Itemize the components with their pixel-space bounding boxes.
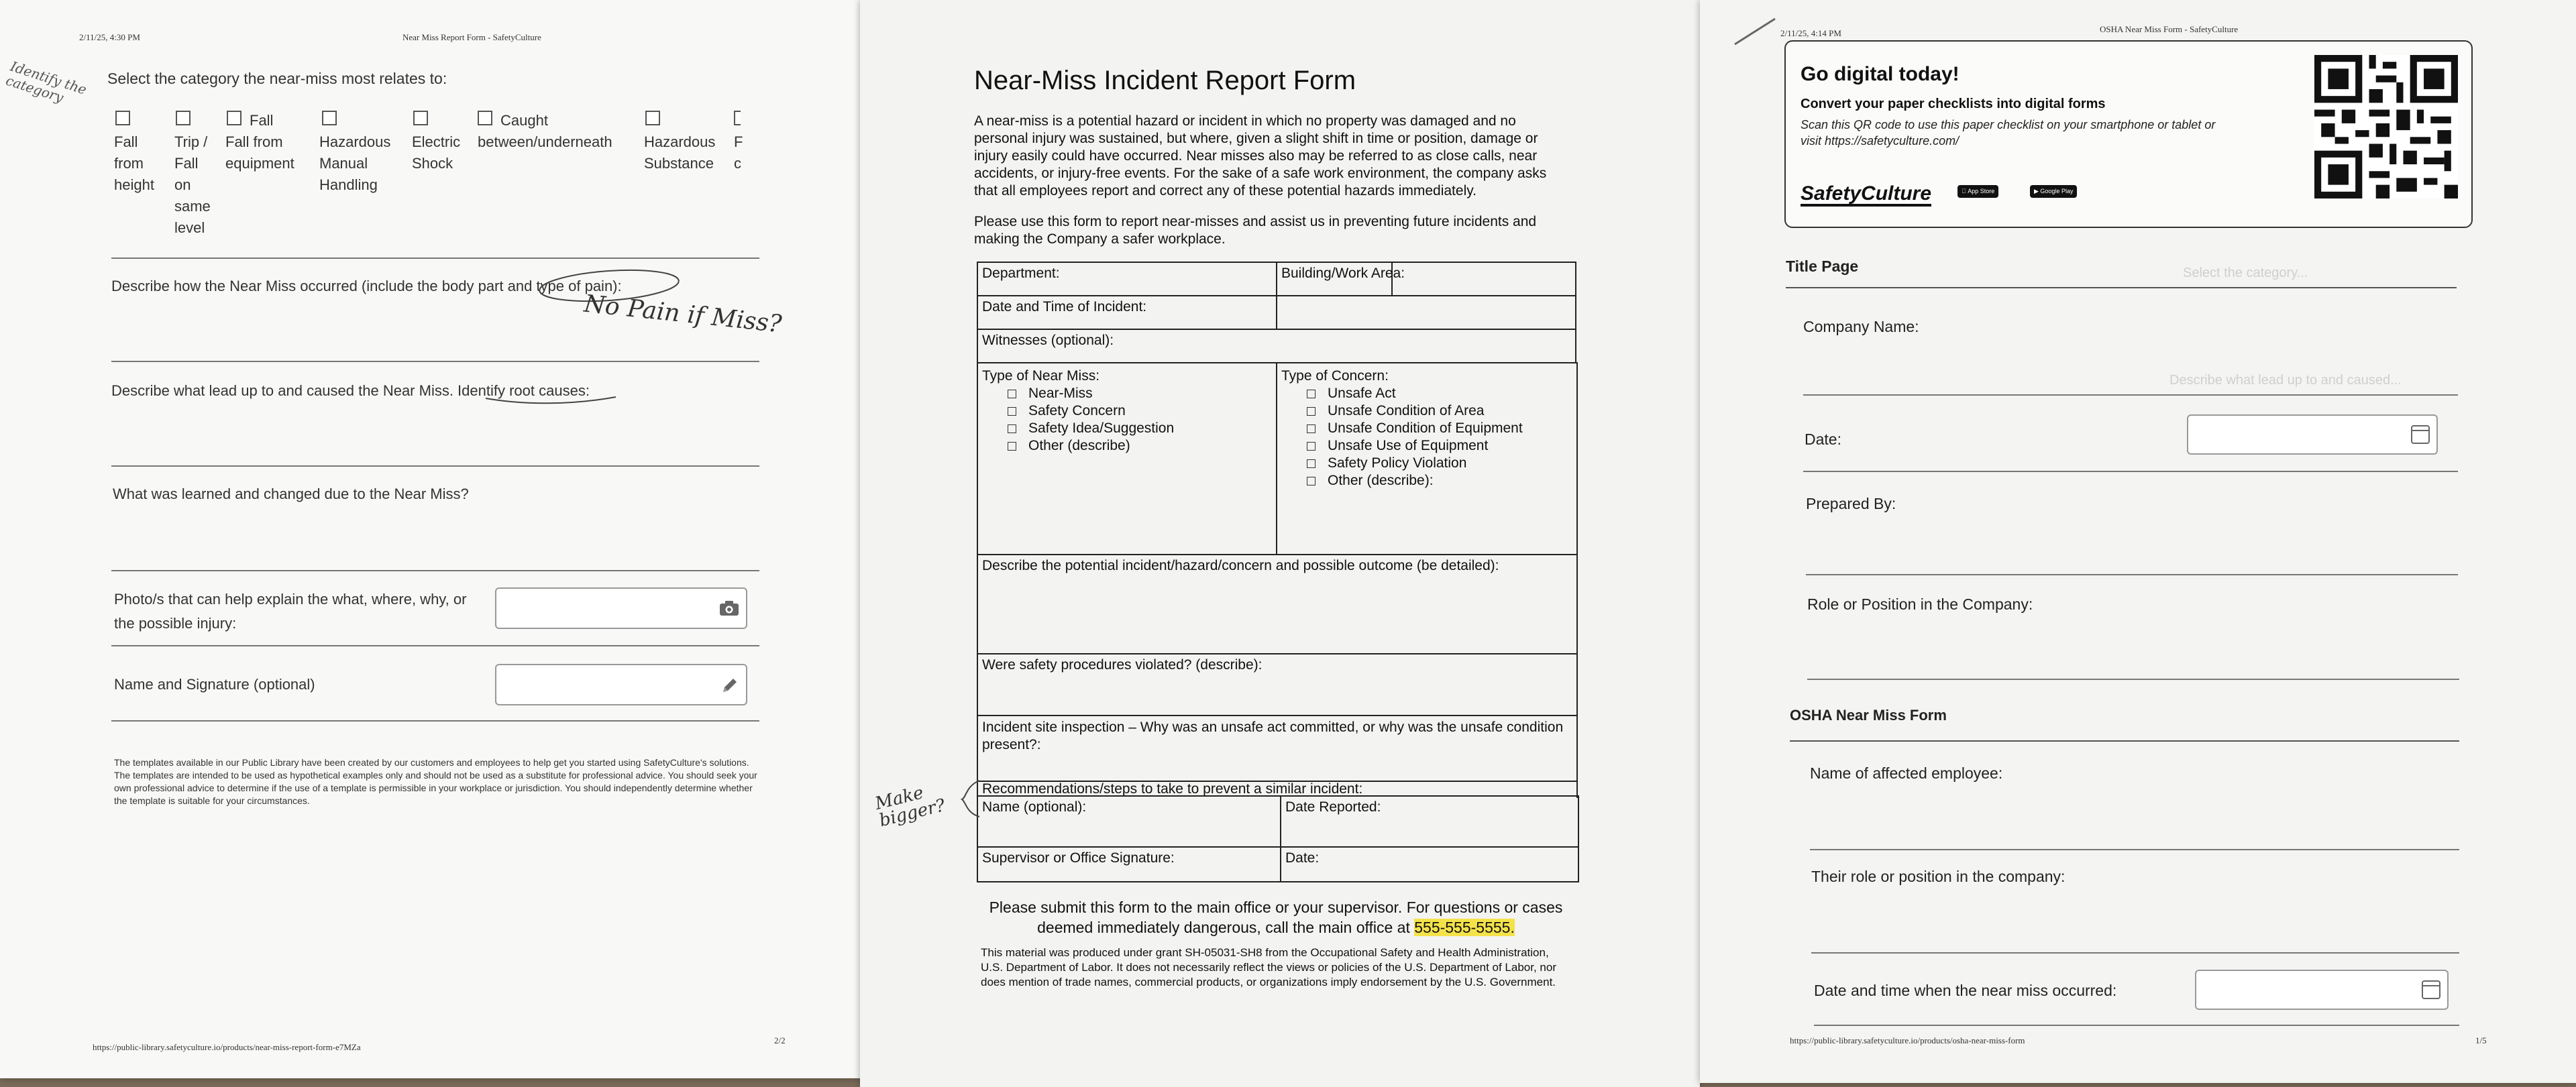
footer-url: https://public-library.safetyculture.io/products/osha-near-miss-form <box>1790 1035 2025 1045</box>
category-checkbox-electric[interactable] <box>413 111 428 125</box>
google-play-badge[interactable]: ▶ Google Play <box>2030 185 2077 198</box>
concern-option-2[interactable]: Unsafe Condition of Area <box>1281 402 1572 420</box>
concern-option-1[interactable]: Unsafe Act <box>1281 385 1572 402</box>
answer-line-how[interactable] <box>111 361 759 362</box>
bleed-through-text: Select the category... <box>2183 266 2308 280</box>
safetyculture-logo: SafetyCulture <box>1801 184 1931 207</box>
pen-mark <box>1732 15 1779 48</box>
prepared-by-label: Prepared By: <box>1806 495 1896 512</box>
qr-code-icon[interactable] <box>2314 55 2458 198</box>
play-icon: ▶ <box>2034 188 2041 194</box>
pencil-icon[interactable] <box>720 676 739 695</box>
prepared-by-input-line[interactable] <box>1806 574 2458 575</box>
checkbox[interactable] <box>1307 477 1316 485</box>
footer-page: 2/2 <box>774 1035 786 1045</box>
concern-option-4[interactable]: Unsafe Use of Equipment <box>1281 437 1572 455</box>
go-digital-banner[interactable] <box>1784 40 2473 228</box>
category-label-manual-handling: Hazardous Manual Handling <box>319 133 391 193</box>
divider <box>111 720 759 722</box>
category-label-caught-2: between/underneath <box>478 133 612 150</box>
witnesses-label: Witnesses (optional): <box>982 333 1114 348</box>
datetime-value-field[interactable] <box>1276 295 1576 330</box>
near-miss-type-label: Type of Near Miss: <box>982 368 1100 384</box>
section-title-page: Title Page <box>1786 258 1859 275</box>
handwritten-pain-note: No Pain if Miss? <box>582 290 784 339</box>
category-checkbox-caught[interactable] <box>478 111 492 125</box>
promo-subtitle: Convert your paper checklists into digital forms <box>1801 97 2106 111</box>
near-miss-option-3[interactable]: Safety Idea/Suggestion <box>982 420 1272 437</box>
promo-body: Scan this QR code to use this paper checklist on your smartphone or tablet or visit https://safetyculture.com/ <box>1801 118 2216 148</box>
role-label: Role or Position in the Company: <box>1807 595 2033 613</box>
affected-employee-input-line[interactable] <box>1810 849 2459 850</box>
divider <box>1814 1025 2459 1026</box>
apple-icon <box>1962 188 1968 194</box>
concern-option-5[interactable]: Safety Policy Violation <box>1281 455 1572 472</box>
their-role-input-line[interactable] <box>1811 952 2459 954</box>
calendar-icon[interactable] <box>2411 425 2430 444</box>
category-label-cut-off: F c <box>734 133 743 172</box>
checkbox[interactable] <box>1307 459 1316 468</box>
bleed-through-text: Describe what lead up to and caused... <box>2169 373 2402 388</box>
building-label: Building/Work Area: <box>1281 266 1405 281</box>
checkbox[interactable] <box>1307 442 1316 451</box>
category-label-fall-equipment-1: Fall <box>250 112 274 129</box>
near-miss-option-2[interactable]: Safety Concern <box>982 402 1272 420</box>
checkbox[interactable] <box>1008 442 1016 451</box>
concern-option-3[interactable]: Unsafe Condition of Equipment <box>1281 420 1572 437</box>
phone-number-highlight: 555-555-5555. <box>1414 919 1515 936</box>
concern-option-6[interactable]: Other (describe): <box>1281 472 1572 490</box>
inspection-field[interactable] <box>977 715 1578 782</box>
date-time-occurred-input[interactable] <box>2195 970 2449 1010</box>
handwritten-note: Make bigger? <box>873 783 948 832</box>
answer-line-learned[interactable] <box>111 570 759 571</box>
affected-employee-label: Name of affected employee: <box>1810 764 2003 782</box>
category-checkbox-cut-off[interactable] <box>734 111 741 125</box>
page-near-miss-incident-form <box>860 0 1700 1087</box>
recommendations-label: Recommendations/steps to take to prevent a similar incident: <box>982 781 1363 797</box>
disclaimer: The templates available in our Public Library have been created by our customers and employees to help get you started using SafetyCulture's solutions. The templates are intended to be used as hypothetical examples only and should not be used as a substitute for professional advice. You should seek your own professional advice to determine if the use of a template is permissible in your workplace or jurisdiction. You should independently determine whether the template is suitable for your circumstances. <box>114 757 757 806</box>
procedures-field[interactable] <box>977 653 1578 716</box>
calendar-icon[interactable] <box>2422 980 2440 999</box>
checkbox[interactable] <box>1008 390 1016 398</box>
answer-line-root-causes[interactable] <box>111 465 759 467</box>
company-name-label: Company Name: <box>1803 318 1919 335</box>
date-field[interactable] <box>1280 846 1579 882</box>
near-miss-option-1[interactable]: Near-Miss <box>982 385 1272 402</box>
app-store-badge[interactable]: App Store <box>1957 185 1998 198</box>
their-role-label: Their role or position in the company: <box>1811 868 2065 885</box>
datetime-label: Date and Time of Incident: <box>982 299 1147 314</box>
handwritten-margin-note: Identify the category <box>3 58 89 106</box>
question-how-occurred: Describe how the Near Miss occurred (include the body part and type of pain): <box>111 278 622 294</box>
supervisor-field[interactable] <box>977 846 1281 882</box>
print-header-date: 2/11/25, 4:14 PM <box>1780 28 1841 38</box>
category-label-fall-equipment: Fall from equipment <box>225 133 294 172</box>
date-label: Date: <box>1805 431 1841 448</box>
checkbox[interactable] <box>1008 407 1016 416</box>
name-field[interactable] <box>977 795 1281 848</box>
submit-instructions: Please submit this form to the main office or your supervisor. For questions or cases deemed immediately dangerous, call the main office at 555-555-5555. <box>989 899 1563 936</box>
question-signature: Name and Signature (optional) <box>114 676 315 693</box>
print-header-title: Near Miss Report Form - SafetyCulture <box>402 32 541 42</box>
datetime-field[interactable] <box>977 295 1277 330</box>
near-miss-type-box <box>977 362 1277 555</box>
divider <box>1786 287 2457 288</box>
page-osha-near-miss-form <box>1700 0 2576 1083</box>
category-checkbox-trip[interactable] <box>176 111 191 125</box>
role-input-line[interactable] <box>1807 679 2459 680</box>
building-field[interactable] <box>1276 262 1576 296</box>
concern-type-box <box>1276 362 1578 555</box>
category-prompt: Select the category the near-miss most relates to: <box>107 70 447 87</box>
signature-field[interactable] <box>495 664 747 705</box>
near-miss-option-4[interactable]: Other (describe) <box>982 437 1272 455</box>
handwritten-bracket <box>959 778 983 818</box>
category-checkbox-fall-height[interactable] <box>115 111 130 125</box>
date-input[interactable] <box>2187 414 2438 455</box>
form-intro-2: Please use this form to report near-misses and assist us in preventing future incidents and making the Company a safer workplace. <box>974 214 1537 247</box>
section-osha-near-miss: OSHA Near Miss Form <box>1790 707 1947 724</box>
checkbox[interactable] <box>1008 424 1016 433</box>
concern-type-label: Type of Concern: <box>1281 368 1389 384</box>
checkbox[interactable] <box>1307 424 1316 433</box>
form-title: Near-Miss Incident Report Form <box>974 66 1356 95</box>
form-intro: A near-miss is a potential hazard or incident in which no property was damaged and no personal injury was sustained, but where, given a slight shift in time or position, damage or injury easily could have occurred. Near misses also may be referred to as close calls, near accidents, or injury-free events. For the sake of a safe work environment, the company asks that all employees report and correct any of these potential hazards immediately. <box>974 113 1547 198</box>
category-checkbox-manual-handling[interactable] <box>322 111 337 125</box>
photo-upload-field[interactable] <box>495 587 747 629</box>
category-label-fall-height: Fall from height <box>114 133 154 193</box>
department-label: Department: <box>982 266 1060 281</box>
divider <box>1803 471 2458 472</box>
footer-page: 1/5 <box>2475 1035 2487 1045</box>
divider <box>111 258 759 259</box>
handwritten-underline <box>484 393 619 406</box>
name-label: Name (optional): <box>982 799 1087 815</box>
category-label-trip: Trip / Fall on same level <box>174 133 211 236</box>
divider <box>111 645 759 646</box>
question-photo: Photo/s that can help explain the what, where, why, or the possible injury: <box>114 591 467 632</box>
footer-url: https://public-library.safetyculture.io/products/near-miss-report-form-e7MZa <box>93 1042 361 1052</box>
print-header-title: OSHA Near Miss Form - SafetyCulture <box>2100 24 2239 34</box>
grant-notice: This material was produced under grant SH-05031-SH8 from the Occupational Safety and Health Administration, U.S. Department of Labor. It does not necessarily reflect the views or policies of the U.S. Department of Labor, nor does mention of trade names, commercial products, or organizations imply endorsement by the U.S. Government. <box>981 946 1556 988</box>
describe-field[interactable] <box>977 554 1578 654</box>
date-label: Date: <box>1285 850 1320 866</box>
supervisor-label: Supervisor or Office Signature: <box>982 850 1175 866</box>
print-header-date: 2/11/25, 4:30 PM <box>79 32 140 42</box>
company-name-input-line[interactable] <box>1803 394 2458 396</box>
question-root-causes: Describe what lead up to and caused the Near Miss. Identify root causes: <box>111 382 590 399</box>
date-reported-label: Date Reported: <box>1285 799 1381 815</box>
inspection-label: Incident site inspection – Why was an unsafe act committed, or why was the unsafe condition present?: <box>982 720 1564 752</box>
checkbox[interactable] <box>1307 407 1316 416</box>
promo-title: Go digital today! <box>1801 63 1960 85</box>
camera-icon[interactable] <box>719 600 739 616</box>
question-learned: What was learned and changed due to the Near Miss? <box>113 485 469 502</box>
date-reported-field[interactable] <box>1280 795 1579 848</box>
category-checkbox-fall-equipment[interactable] <box>227 111 241 125</box>
checkbox[interactable] <box>1307 390 1316 398</box>
category-label-substance: Hazardous Substance <box>644 133 716 172</box>
category-label-electric: Electric Shock <box>412 133 461 172</box>
page-near-miss-report-continued <box>0 0 860 1078</box>
date-time-occurred-label: Date and time when the near miss occurred: <box>1814 982 2117 999</box>
category-label-caught: Caught <box>500 112 548 129</box>
divider <box>1790 740 2459 742</box>
procedures-label: Were safety procedures violated? (describe): <box>982 657 1263 673</box>
witnesses-field[interactable] <box>977 329 1576 363</box>
describe-label: Describe the potential incident/hazard/concern and possible outcome (be detailed): <box>982 558 1499 573</box>
category-checkbox-substance[interactable] <box>645 111 660 125</box>
